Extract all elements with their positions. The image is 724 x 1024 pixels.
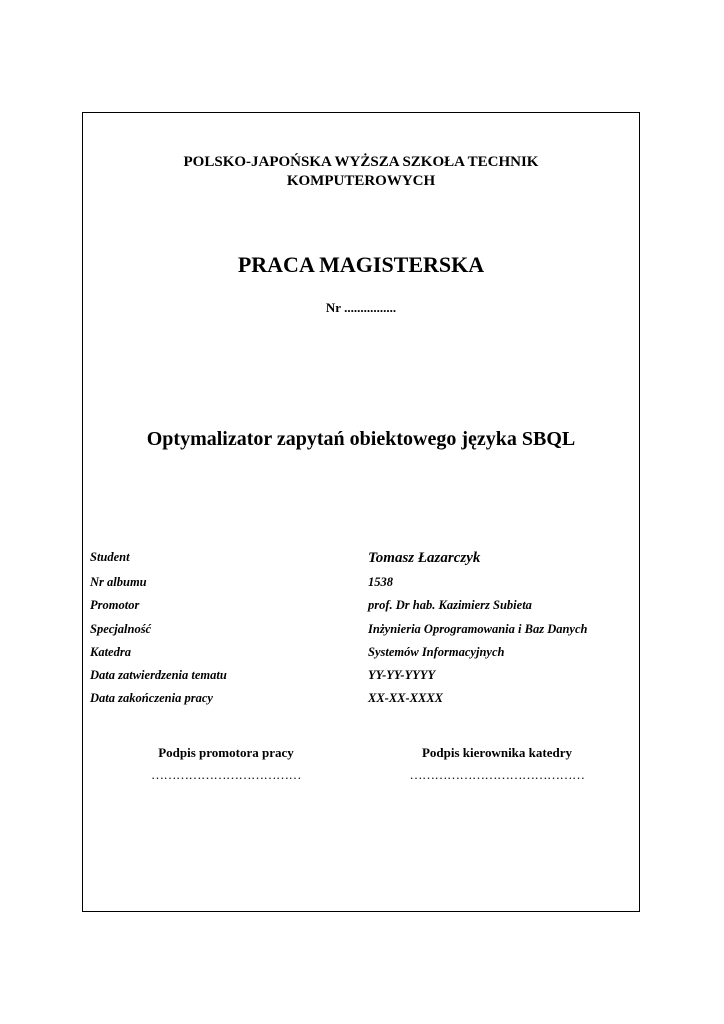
thesis-title: Optymalizator zapytań obiektowego języka SBQL — [146, 428, 576, 450]
promoter-signature-label: Podpis promotora pracy — [158, 745, 294, 760]
detail-row-album-number — [90, 574, 630, 597]
detail-value: Tomasz Łazarczyk — [368, 550, 481, 566]
detail-row-student — [90, 549, 630, 574]
detail-label: Student — [90, 550, 130, 564]
detail-label: Katedra — [90, 644, 131, 659]
detail-value: Inżynieria Oprogramowania i Baz Danych — [368, 621, 588, 636]
promoter-signature-block — [127, 745, 325, 783]
promoter-signature-line: ……………………………… — [151, 767, 301, 782]
detail-row-specialization — [90, 621, 630, 644]
school-name-line-2: KOMPUTEROWYCH — [286, 173, 436, 189]
thesis-number: Nr ................ — [325, 300, 397, 315]
thesis-details — [90, 549, 630, 714]
detail-row-promoter — [90, 597, 630, 620]
department-head-signature-line: …………………………………… — [409, 767, 585, 782]
detail-label: Specjalność — [90, 621, 152, 636]
detail-row-department — [90, 644, 630, 667]
department-head-signature-label: Podpis kierownika katedry — [421, 745, 572, 760]
detail-label: Nr albumu — [90, 575, 147, 589]
detail-value: Systemów Informacyjnych — [368, 644, 505, 659]
document-type: PRACA MAGISTERSKA — [237, 252, 485, 277]
detail-value: YY-YY-YYYY — [368, 668, 436, 683]
detail-value: 1538 — [368, 575, 393, 589]
department-head-signature-block — [389, 745, 605, 783]
detail-row-approval-date — [90, 667, 630, 690]
detail-value: prof. Dr hab. Kazimierz Subieta — [368, 598, 532, 613]
detail-label: Promotor — [90, 598, 140, 613]
title-page-frame — [82, 112, 640, 912]
detail-label: Data zakończenia pracy — [90, 691, 213, 706]
school-name — [83, 153, 639, 191]
detail-label: Data zatwierdzenia tematu — [90, 668, 227, 683]
school-name-line-1: POLSKO-JAPOŃSKA WYŻSZA SZKOŁA TECHNIK — [183, 154, 539, 170]
detail-row-completion-date — [90, 690, 630, 713]
detail-value: XX-XX-XXXX — [368, 691, 444, 706]
